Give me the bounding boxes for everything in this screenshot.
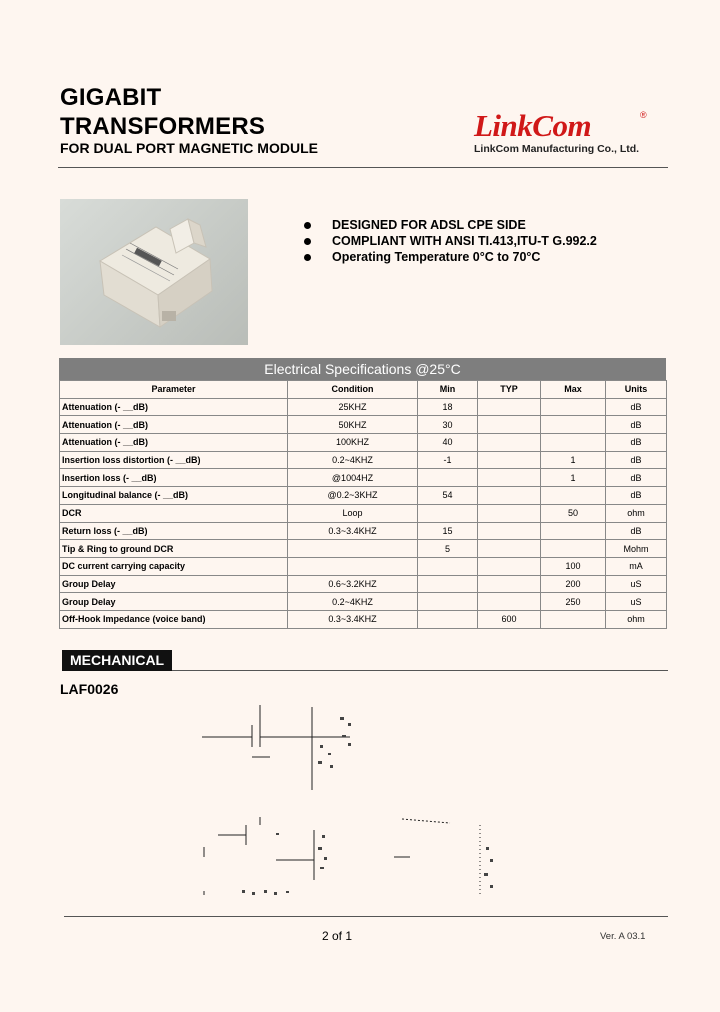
part-number: LAF0026 <box>60 681 119 697</box>
feature-item <box>304 233 597 249</box>
col-header: Min <box>418 381 478 399</box>
value-cell: dB <box>606 398 667 416</box>
table-row <box>60 487 667 505</box>
value-cell <box>288 540 418 558</box>
value-cell: Mohm <box>606 540 667 558</box>
value-cell <box>541 522 606 540</box>
linkcom-logo: LinkCom <box>474 108 592 143</box>
mechanical-divider <box>172 670 668 671</box>
value-cell <box>541 434 606 452</box>
param-cell: Return loss (- __dB) <box>60 522 288 540</box>
value-cell: 15 <box>418 522 478 540</box>
value-cell: -1 <box>418 451 478 469</box>
value-cell <box>478 398 541 416</box>
value-cell <box>541 416 606 434</box>
param-cell: DCR <box>60 504 288 522</box>
value-cell: dB <box>606 451 667 469</box>
table-row <box>60 434 667 452</box>
col-header: Max <box>541 381 606 399</box>
value-cell: @0.2~3KHZ <box>288 487 418 505</box>
value-cell: 25KHZ <box>288 398 418 416</box>
title-line-1: GIGABIT <box>60 84 162 111</box>
value-cell: ohm <box>606 610 667 628</box>
value-cell: 1 <box>541 451 606 469</box>
value-cell <box>418 575 478 593</box>
value-cell: dB <box>606 487 667 505</box>
value-cell: 600 <box>478 610 541 628</box>
value-cell: dB <box>606 416 667 434</box>
bullet-icon <box>304 238 311 245</box>
spec-table <box>59 380 667 629</box>
value-cell: mA <box>606 557 667 575</box>
mechanical-section-label: MECHANICAL <box>62 650 172 671</box>
value-cell: uS <box>606 575 667 593</box>
feature-item <box>304 217 597 233</box>
value-cell: dB <box>606 469 667 487</box>
registered-mark: ® <box>640 110 647 120</box>
param-cell: Insertion loss (- __dB) <box>60 469 288 487</box>
feature-text: COMPLIANT WITH ANSI TI.413,ITU-T G.992.2 <box>332 234 597 248</box>
value-cell: 18 <box>418 398 478 416</box>
table-row <box>60 575 667 593</box>
value-cell: 250 <box>541 593 606 611</box>
param-cell: Longitudinal balance (- __dB) <box>60 487 288 505</box>
value-cell <box>478 504 541 522</box>
title-line-2: TRANSFORMERS <box>60 113 266 140</box>
transformer-module-image <box>60 199 248 345</box>
value-cell <box>478 451 541 469</box>
value-cell: dB <box>606 434 667 452</box>
feature-item <box>304 249 597 265</box>
table-row <box>60 540 667 558</box>
col-header: Units <box>606 381 667 399</box>
value-cell <box>478 557 541 575</box>
param-cell: Attenuation (- __dB) <box>60 434 288 452</box>
col-header: Condition <box>288 381 418 399</box>
param-cell: Tip & Ring to ground DCR <box>60 540 288 558</box>
company-name: LinkCom Manufacturing Co., Ltd. <box>474 143 640 155</box>
value-cell <box>418 469 478 487</box>
value-cell <box>541 540 606 558</box>
value-cell: 50 <box>541 504 606 522</box>
value-cell: 50KHZ <box>288 416 418 434</box>
table-row <box>60 593 667 611</box>
value-cell <box>418 504 478 522</box>
param-cell: Group Delay <box>60 575 288 593</box>
value-cell <box>478 593 541 611</box>
param-cell: DC current carrying capacity <box>60 557 288 575</box>
value-cell: 100KHZ <box>288 434 418 452</box>
value-cell: 0.2~4KHZ <box>288 451 418 469</box>
version-label: Ver. A 03.1 <box>600 931 646 942</box>
feature-text: DESIGNED FOR ADSL CPE SIDE <box>332 218 526 232</box>
table-row <box>60 416 667 434</box>
value-cell <box>478 522 541 540</box>
param-cell: Attenuation (- __dB) <box>60 416 288 434</box>
value-cell: 100 <box>541 557 606 575</box>
table-row <box>60 469 667 487</box>
col-header: Parameter <box>60 381 288 399</box>
param-cell: Group Delay <box>60 593 288 611</box>
subtitle: FOR DUAL PORT MAGNETIC MODULE <box>60 140 318 156</box>
header-divider <box>58 167 668 168</box>
value-cell: 0.2~4KHZ <box>288 593 418 611</box>
value-cell: 40 <box>418 434 478 452</box>
value-cell: 0.3~3.4KHZ <box>288 522 418 540</box>
mechanical-drawing <box>190 695 510 910</box>
value-cell <box>478 575 541 593</box>
value-cell <box>541 487 606 505</box>
value-cell: @1004HZ <box>288 469 418 487</box>
param-cell: Insertion loss distortion (- __dB) <box>60 451 288 469</box>
spec-table-title: Electrical Specifications @25°C <box>59 358 666 380</box>
feature-list <box>304 217 597 265</box>
value-cell: 0.3~3.4KHZ <box>288 610 418 628</box>
value-cell <box>478 434 541 452</box>
value-cell <box>478 540 541 558</box>
value-cell <box>418 593 478 611</box>
value-cell: ohm <box>606 504 667 522</box>
table-row <box>60 451 667 469</box>
value-cell: 30 <box>418 416 478 434</box>
table-row <box>60 557 667 575</box>
value-cell: Loop <box>288 504 418 522</box>
param-cell: Attenuation (- __dB) <box>60 398 288 416</box>
page-number: 2 of 1 <box>322 929 353 943</box>
table-row <box>60 504 667 522</box>
value-cell <box>478 416 541 434</box>
value-cell: 1 <box>541 469 606 487</box>
param-cell: Off-Hook Impedance (voice band) <box>60 610 288 628</box>
value-cell: 54 <box>418 487 478 505</box>
bullet-icon <box>304 222 311 229</box>
table-row <box>60 398 667 416</box>
value-cell <box>418 557 478 575</box>
col-header: TYP <box>478 381 541 399</box>
value-cell <box>288 557 418 575</box>
table-row <box>60 610 667 628</box>
product-photo <box>60 199 248 345</box>
value-cell: 0.6~3.2KHZ <box>288 575 418 593</box>
value-cell: uS <box>606 593 667 611</box>
value-cell <box>478 487 541 505</box>
value-cell: 5 <box>418 540 478 558</box>
feature-text: Operating Temperature 0°C to 70°C <box>332 250 541 264</box>
table-row <box>60 522 667 540</box>
table-header-row <box>60 381 667 399</box>
value-cell: 200 <box>541 575 606 593</box>
value-cell <box>541 398 606 416</box>
footer-divider <box>64 916 668 917</box>
bullet-icon <box>304 254 311 261</box>
value-cell <box>541 610 606 628</box>
value-cell: dB <box>606 522 667 540</box>
value-cell <box>478 469 541 487</box>
value-cell <box>418 610 478 628</box>
